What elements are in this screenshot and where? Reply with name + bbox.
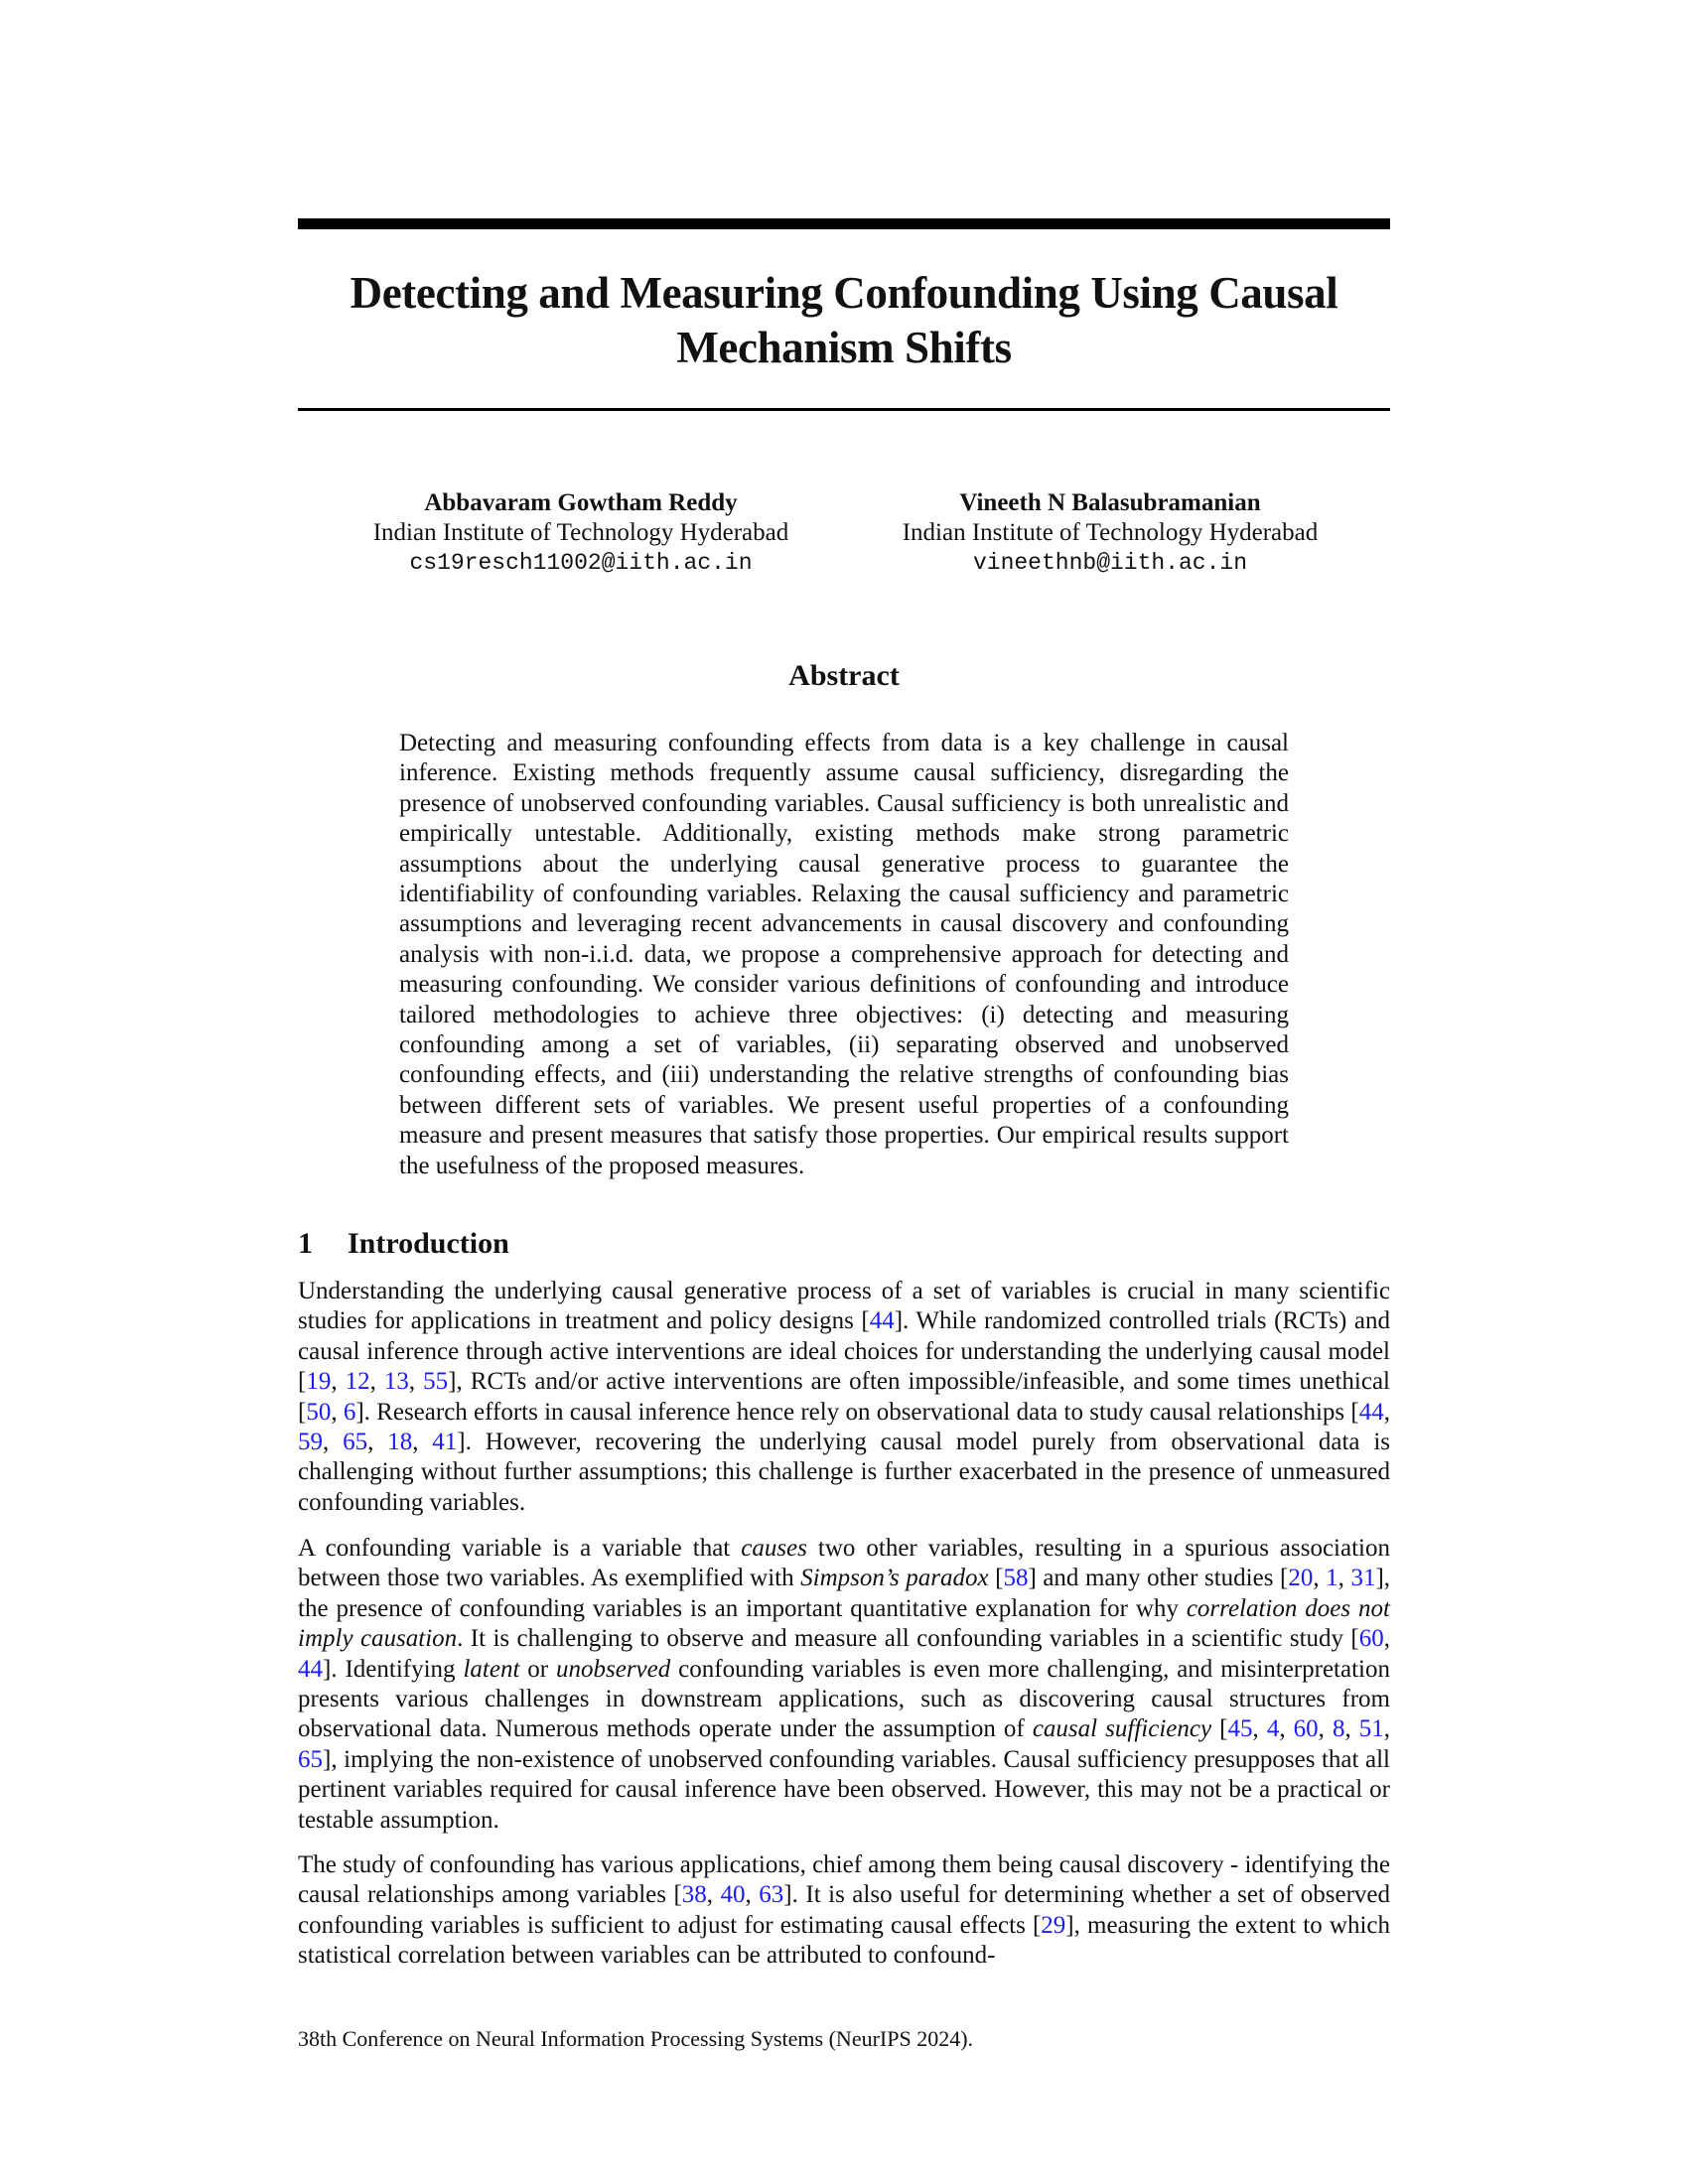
- citation-link[interactable]: 45: [1227, 1715, 1253, 1743]
- text-run: . It is challenging to observe and measure all confounding variables in a scientific study [: [457, 1625, 1359, 1653]
- author-name: Vineeth N Balasubramanian: [959, 489, 1261, 516]
- citation-link[interactable]: 31: [1350, 1565, 1376, 1592]
- citation-link[interactable]: 58: [1003, 1565, 1029, 1592]
- text-run: ,: [706, 1881, 721, 1909]
- emphasized-text: Simpson’s paradox: [800, 1565, 989, 1592]
- citation-link[interactable]: 12: [345, 1368, 370, 1396]
- citation-link[interactable]: 60: [1293, 1715, 1319, 1743]
- text-run: two other variables, resulting in a spurious association between those two variables. As exemplified with: [298, 1535, 1390, 1592]
- abstract-heading: Abstract: [788, 659, 900, 692]
- author-email[interactable]: vineethnb@iith.ac.in: [972, 550, 1248, 576]
- intro-paragraph-2: [298, 1534, 1390, 1836]
- text-run: ,: [1252, 1715, 1267, 1743]
- text-run: ,: [1313, 1565, 1327, 1592]
- text-run: ], implying the non-existence of unobserved confounding variables. Causal sufficiency presupposes that all pertinent variables required for causal inference have been observed. However, this may not be a practical or testable assumption.: [298, 1745, 1390, 1834]
- author-affiliation: Indian Institute of Technology Hyderabad: [902, 519, 1319, 546]
- text-run: ,: [1383, 1398, 1390, 1426]
- text-run: ]. However, recovering the underlying causal model purely from observational data is challenging without further assumptions; this challenge is further exacerbated in the presence of unmeasured confounding variables.: [298, 1429, 1391, 1516]
- emphasized-text: causal sufficiency: [1032, 1715, 1212, 1743]
- citation-link[interactable]: 50: [306, 1398, 332, 1426]
- text-run: [: [988, 1565, 1004, 1592]
- abstract-text: Detecting and measuring confounding effects from data is a key challenge in causal inference. Existing methods frequently assume causal sufficiency, disregarding the presence of unobserved confounding variables. Causal sufficiency is both unrealistic and empirically untestable. Additionally, existing methods make strong parametric assumptions about the underlying causal generative process to guarantee the identifiability of confounding variables. Relaxing the causal sufficiency and parametric assumptions and leveraging recent advancements in causal discovery and confounding analysis with non-i.i.d. data, we propose a comprehensive approach for detecting and measuring confounding. We consider various definitions of confounding and introduce tailored methodologies to achieve three objectives: (i) detecting and measuring confounding among a set of variables, (ii) separating observed and unobserved confounding effects, and (iii) understanding the relative strengths of confounding bias between different sets of variables. We present useful properties of a confounding measure and present measures that satisfy those properties. Our empirical results support the usefulness of the proposed measures.: [399, 730, 1289, 1179]
- section-title: Introduction: [348, 1227, 509, 1260]
- citation-link[interactable]: 20: [1288, 1565, 1314, 1592]
- text-run: [: [1211, 1715, 1228, 1743]
- citation-link[interactable]: 1: [1326, 1565, 1338, 1592]
- text-run: The study of confounding has various applications, chief among them being causal discovery - identifying the causal relationships among variables [: [298, 1851, 1390, 1909]
- text-run: ,: [1337, 1565, 1351, 1592]
- text-run: ,: [323, 1429, 344, 1456]
- citation-link[interactable]: 65: [298, 1745, 323, 1773]
- text-run: ] and many other studies [: [1028, 1565, 1289, 1592]
- citation-link[interactable]: 18: [387, 1429, 413, 1456]
- citation-link[interactable]: 65: [343, 1429, 368, 1456]
- citation-link[interactable]: 59: [298, 1429, 323, 1456]
- citation-link[interactable]: 44: [869, 1307, 895, 1335]
- title-bottom-rule: [298, 408, 1390, 411]
- emphasized-text: causes: [741, 1535, 807, 1562]
- emphasized-text: latent: [463, 1655, 520, 1683]
- citation-link[interactable]: 29: [1041, 1911, 1066, 1939]
- text-run: ,: [1383, 1715, 1391, 1743]
- intro-paragraph-1: [298, 1277, 1390, 1518]
- text-run: A confounding variable is a variable that: [298, 1535, 742, 1562]
- citation-link[interactable]: 41: [432, 1429, 458, 1456]
- citation-link[interactable]: 44: [298, 1655, 323, 1683]
- author-block-1: [333, 488, 829, 578]
- section-heading: [298, 1227, 509, 1261]
- emphasized-text: unobserved: [556, 1655, 671, 1683]
- citation-link[interactable]: 60: [1358, 1625, 1384, 1653]
- citation-link[interactable]: 6: [343, 1398, 356, 1426]
- text-run: or: [519, 1655, 556, 1683]
- text-run: Understanding the underlying causal generative process of a set of variables is crucial in many scientific studies for applications in treatment and policy designs [: [298, 1278, 1390, 1335]
- text-run: ,: [367, 1429, 388, 1456]
- citation-link[interactable]: 13: [383, 1368, 409, 1396]
- citation-link[interactable]: 40: [720, 1881, 746, 1909]
- citation-link[interactable]: 4: [1266, 1715, 1280, 1743]
- author-email[interactable]: cs19resch11002@iith.ac.in: [409, 550, 753, 576]
- text-run: ,: [408, 1368, 424, 1396]
- title-top-rule: [298, 218, 1390, 229]
- author-name: Abbavaram Gowtham Reddy: [424, 489, 738, 516]
- text-run: ,: [1383, 1625, 1390, 1653]
- emphasized-text: correlation does not imply causation: [298, 1594, 1390, 1653]
- text-run: ,: [745, 1881, 760, 1909]
- citation-link[interactable]: 38: [681, 1881, 707, 1909]
- paper-title: Detecting and Measuring Confounding Using Causal Mechanism Shifts: [350, 268, 1338, 372]
- section-number: 1: [298, 1227, 313, 1260]
- text-run: ,: [331, 1368, 346, 1396]
- text-run: ,: [331, 1398, 344, 1426]
- text-run: ], RCTs and/or active interventions are often impossible/infeasible, and some times unethical [: [298, 1368, 1391, 1426]
- intro-paragraph-3: [298, 1850, 1390, 1972]
- text-run: ,: [412, 1429, 433, 1456]
- text-run: ]. Research efforts in causal inference hence rely on observational data to study causal relationships [: [355, 1398, 1359, 1426]
- citation-link[interactable]: 8: [1332, 1715, 1345, 1743]
- author-block-2: [862, 488, 1358, 578]
- text-run: ]. While randomized controlled trials (RCTs) and causal inference through active interventions are ideal choices for understanding the underlying causal model [: [298, 1307, 1390, 1396]
- text-run: ,: [1344, 1715, 1359, 1743]
- text-run: ], measuring the extent to which statistical correlation between variables can be attributed to confound-: [298, 1911, 1390, 1970]
- author-affiliation: Indian Institute of Technology Hyderabad: [372, 519, 789, 546]
- citation-link[interactable]: 44: [1358, 1398, 1384, 1426]
- text-run: ]. It is also useful for determining whether a set of observed confounding variables is sufficient to adjust for estimating causal effects [: [298, 1881, 1391, 1939]
- citation-link[interactable]: 55: [423, 1368, 449, 1396]
- citation-link[interactable]: 63: [759, 1881, 784, 1909]
- text-run: ], the presence of confounding variables is an important quantitative explanation for why: [298, 1565, 1391, 1622]
- text-run: ]. Identifying: [323, 1655, 464, 1683]
- text-run: confounding variables is even more challenging, and misinterpretation presents various challenges in downstream applications, such as discovering causal structures from observational data. Numerous methods operate under the assumption of: [298, 1655, 1390, 1743]
- citation-link[interactable]: 19: [306, 1368, 332, 1396]
- conference-footnote: 38th Conference on Neural Information Processing Systems (NeurIPS 2024).: [298, 2026, 974, 2051]
- citation-link[interactable]: 51: [1358, 1715, 1384, 1743]
- text-run: ,: [1279, 1715, 1294, 1743]
- text-run: ,: [369, 1368, 384, 1396]
- text-run: ,: [1318, 1715, 1333, 1743]
